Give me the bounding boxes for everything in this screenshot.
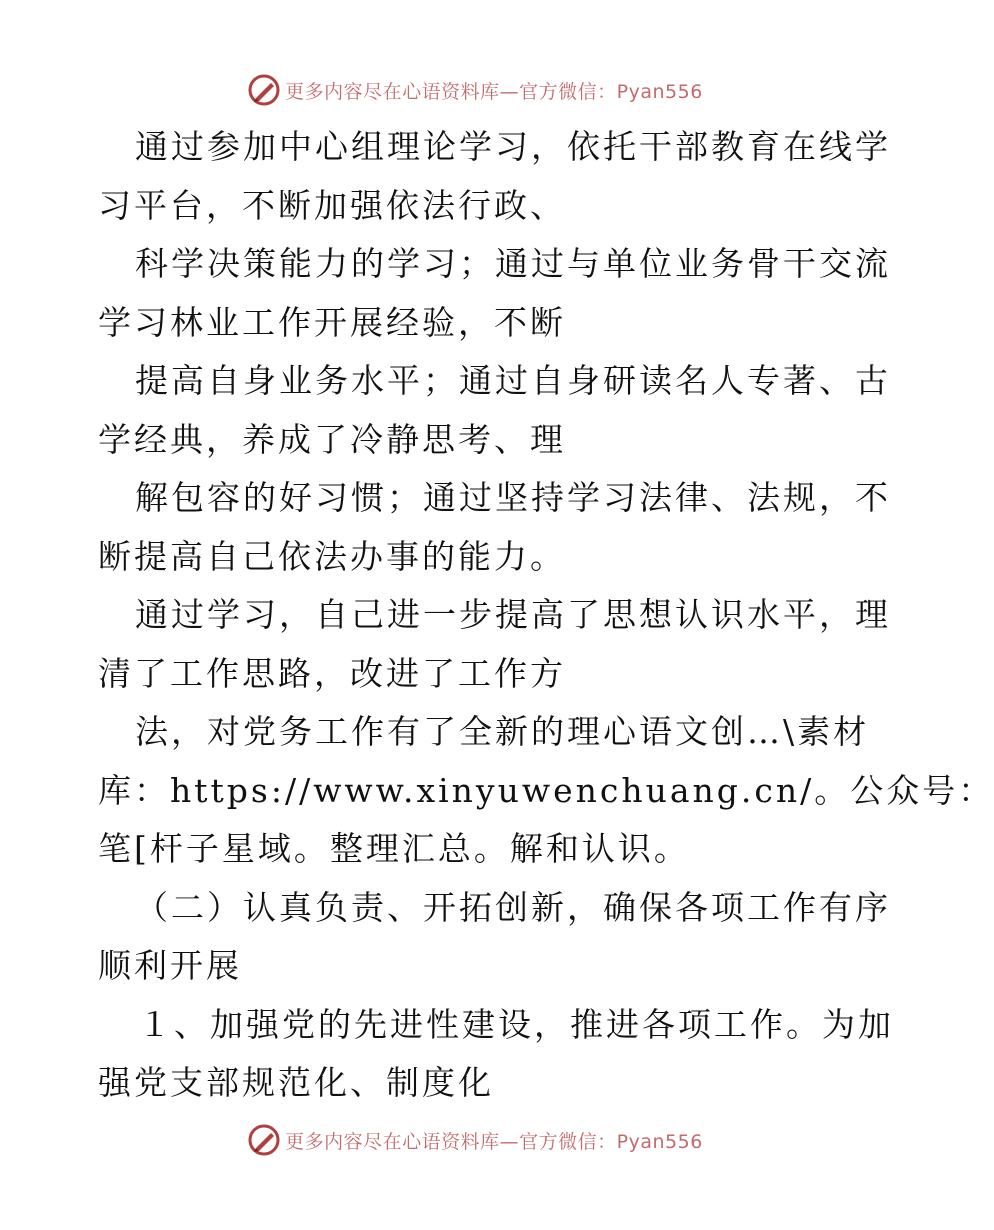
section-heading-line: 顺利开展	[98, 946, 242, 985]
header-watermark-banner	[0, 70, 950, 110]
watermark-text: 更多内容尽在心语资料库—官方微信：Pyan556	[285, 1130, 703, 1153]
text-line: 强党支部规范化、制度化	[98, 1063, 494, 1102]
pen-logo-icon	[247, 73, 281, 107]
text-line: 学经典，养成了冷静思考、理	[98, 419, 566, 459]
text-line: 科学决策能力的学习；通过与单位业务骨干交流	[135, 244, 891, 283]
text-line: 习平台，不断加强依法行政、	[98, 185, 566, 225]
watermark-text: 更多内容尽在心语资料库—官方微信：Pyan556	[285, 80, 703, 103]
text-line: 笔[杆子星域。整理汇总。解和认识。	[98, 829, 690, 868]
document-body	[98, 118, 994, 1113]
text-line: 学习林业工作开展经验，不断	[98, 302, 566, 342]
text-line: 清了工作思路，改进了工作方	[98, 653, 566, 693]
text-line: 断提高自己依法办事的能力。	[98, 536, 566, 576]
text-line: 通过参加中心组理论学习，依托干部教育在线学	[135, 127, 891, 166]
pen-logo-icon	[247, 1123, 281, 1157]
text-line: 提高自身业务水平；通过自身研读名人专著、古	[135, 361, 891, 400]
footer-watermark-banner	[0, 1120, 950, 1160]
text-line: 通过学习，自己进一步提高了思想认识水平，理	[135, 595, 891, 634]
text-line: １、加强党的先进性建设，推进各项工作。为加	[138, 1004, 894, 1044]
section-heading-line: （二）认真负责、开拓创新，确保各项工作有序	[135, 887, 891, 927]
text-line: 法，对党务工作有了全新的理心语文创…\素材	[135, 712, 870, 751]
text-line: 解包容的好习惯；通过坚持学习法律、法规，不	[135, 478, 891, 517]
text-line: 库：https://www.xinyuwenchuang.cn/。公众号：	[98, 770, 994, 810]
